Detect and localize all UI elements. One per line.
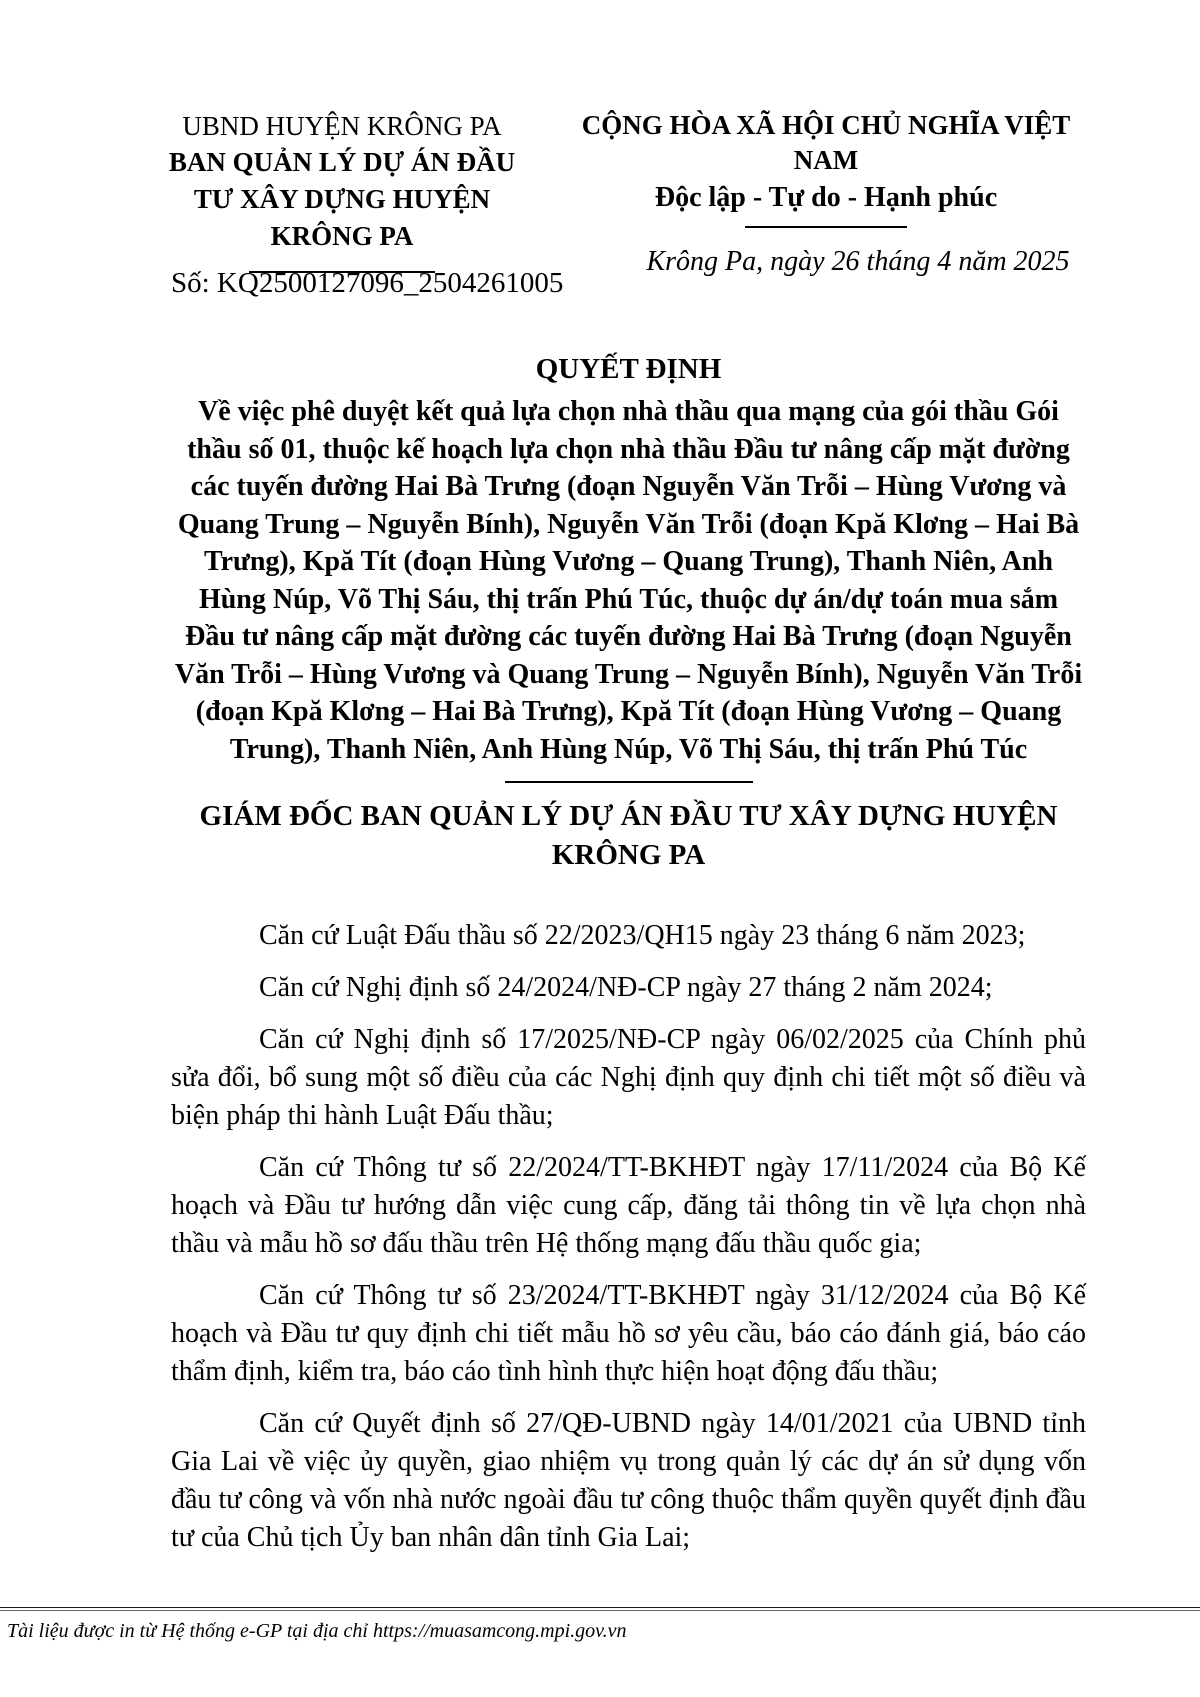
citation-paragraph: Căn cứ Thông tư số 23/2024/TT-BKHĐT ngày 31/12/2024 của Bộ Kế hoạch và Đầu tư quy định chi tiết mẫu hồ sơ yêu cầu, báo cáo đánh giá, báo cáo thẩm định, kiểm tra, báo cáo tình hình thực hiện hoạt động đấu thầu; (171, 1280, 1086, 1387)
issuing-agency-block (166, 108, 518, 273)
citation-paragraph: Căn cứ Nghị định số 24/2024/NĐ-CP ngày 27 tháng 2 năm 2024; (259, 972, 993, 1003)
subtitle-rule (505, 781, 753, 783)
footer-rule (0, 1607, 1200, 1611)
national-header-block (552, 108, 1100, 278)
footer-note: Tài liệu được in từ Hệ thống e-GP tại địa chỉ https://muasamcong.mpi.gov.vn (7, 1620, 627, 1642)
national-motto-rule (745, 226, 907, 228)
citation-paragraph: Căn cứ Thông tư số 22/2024/TT-BKHĐT ngày 17/11/2024 của Bộ Kế hoạch và Đầu tư hướng dẫn việc cung cấp, đăng tải thông tin về lựa chọn nhà thầu và mẫu hồ sơ đấu thầu trên Hệ thống mạng đấu thầu quốc gia; (171, 1152, 1086, 1259)
citations-section (171, 917, 1086, 1557)
national-title: CỘNG HÒA XÃ HỘI CHỦ NGHĨA VIỆT NAM (581, 110, 1071, 175)
decision-subtitle: Về việc phê duyệt kết quả lựa chọn nhà thầu qua mạng của gói thầu Gói thầu số 01, thuộc kế hoạch lựa chọn nhà thầu Đầu tư nâng cấp mặt đường các tuyến đường Hai Bà Trưng (đoạn Nguyễn Văn Trỗi – Hùng Vương và Quang Trung – Nguyễn Bính), Nguyễn Văn Trỗi (đoạn Kpă Klơng – Hai Bà Trưng), Kpă Tít (đoạn Hùng Vương – Quang Trung), Thanh Niên, Anh Hùng Núp, Võ Thị Sáu, thị trấn Phú Túc, thuộc dự án/dự toán mua sắm Đầu tư nâng cấp mặt đường các tuyến đường Hai Bà Trưng (đoạn Nguyễn Văn Trỗi – Hùng Vương và Quang Trung – Nguyễn Bính), Nguyễn Văn Trỗi (đoạn Kpă Klơng – Hai Bà Trưng), Kpă Tít (đoạn Hùng Vương – Quang Trung), Thanh Niên, Anh Hùng Núp, Võ Thị Sáu, thị trấn Phú Túc (174, 396, 1083, 765)
authority-heading: GIÁM ĐỐC BAN QUẢN LÝ DỰ ÁN ĐẦU TƯ XÂY DỰNG HUYỆN KRÔNG PA (199, 800, 1058, 871)
decision-title: QUYẾT ĐỊNH (535, 353, 722, 385)
document-body (171, 350, 1086, 1571)
issuing-agency-name: BAN QUẢN LÝ DỰ ÁN ĐẦU TƯ XÂY DỰNG HUYỆN KRÔNG PA (168, 147, 516, 251)
citation-paragraph: Căn cứ Luật Đấu thầu số 22/2023/QH15 ngày 23 tháng 6 năm 2023; (259, 920, 1026, 951)
citation-paragraph: Căn cứ Nghị định số 17/2025/NĐ-CP ngày 06/02/2025 của Chính phủ sửa đổi, bổ sung một số điều của các Nghị định quy định chi tiết một số điều và biện pháp thi hành Luật Đấu thầu; (171, 1024, 1086, 1131)
parent-agency-name: UBND HUYỆN KRÔNG PA (182, 111, 502, 141)
place-dateline: Krông Pa, ngày 26 tháng 4 năm 2025 (646, 246, 1070, 277)
national-motto: Độc lập - Tự do - Hạnh phúc (654, 182, 998, 213)
citation-paragraph: Căn cứ Quyết định số 27/QĐ-UBND ngày 14/01/2021 của UBND tỉnh Gia Lai về việc ủy quyền, giao nhiệm vụ trong quản lý các dự án sử dụng vốn đầu tư công và vốn nhà nước ngoài đầu tư công thuộc thẩm quyền quyết định đầu tư của Chủ tịch Ủy ban nhân dân tỉnh Gia Lai; (171, 1408, 1086, 1553)
document-number: Số: KQ2500127096_2504261005 (171, 267, 564, 299)
